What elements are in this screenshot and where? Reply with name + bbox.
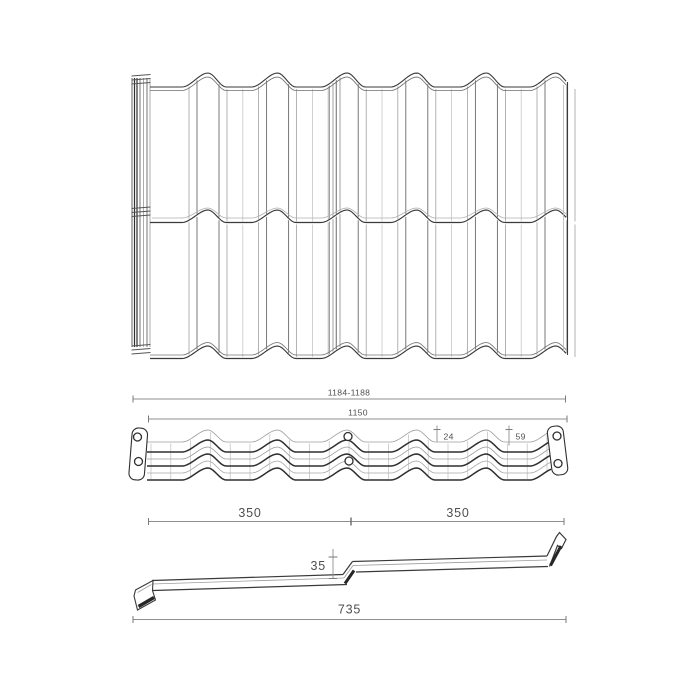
screw-hole <box>134 433 142 441</box>
dimension-annotations <box>133 388 567 624</box>
screw-hole <box>345 457 353 465</box>
dim-label-overall-width: 1184-1188 <box>327 387 371 398</box>
tile-vertical-lines <box>189 78 575 357</box>
right-hook-outline <box>547 533 566 567</box>
dim-label-overlap: 24 <box>443 431 454 442</box>
lower-bar-inner-line <box>152 578 344 584</box>
dim-label-step-height: 35 <box>310 559 326 573</box>
front-view-roof-sheet <box>132 73 576 359</box>
screw-hole <box>344 433 352 441</box>
screw-hole <box>554 460 562 468</box>
lower-bar-top-edge <box>152 575 343 581</box>
dim-label-pitch-right: 350 <box>446 506 470 520</box>
lower-bar-bottom-edge <box>153 585 347 591</box>
left-flap-outline <box>134 581 156 611</box>
step-fold-edge <box>345 571 354 584</box>
module-step-profile-view <box>134 533 566 611</box>
left-edge-strip <box>132 75 151 355</box>
dim-label-pitch-left: 350 <box>238 506 262 520</box>
strip-fold-line <box>132 349 151 351</box>
screw-hole <box>553 432 561 440</box>
upper-bar-bottom-edge <box>356 567 548 573</box>
section-profile-line <box>147 468 551 480</box>
dim-label-edge-height: 59 <box>515 431 526 442</box>
strip-fold-line <box>132 75 151 77</box>
screw-hole <box>135 458 143 466</box>
dim-label-total-length: 735 <box>337 602 362 617</box>
cross-section-view <box>128 425 568 480</box>
strip-fold-line <box>132 353 151 355</box>
dim-label-cover-width: 1150 <box>348 407 368 418</box>
